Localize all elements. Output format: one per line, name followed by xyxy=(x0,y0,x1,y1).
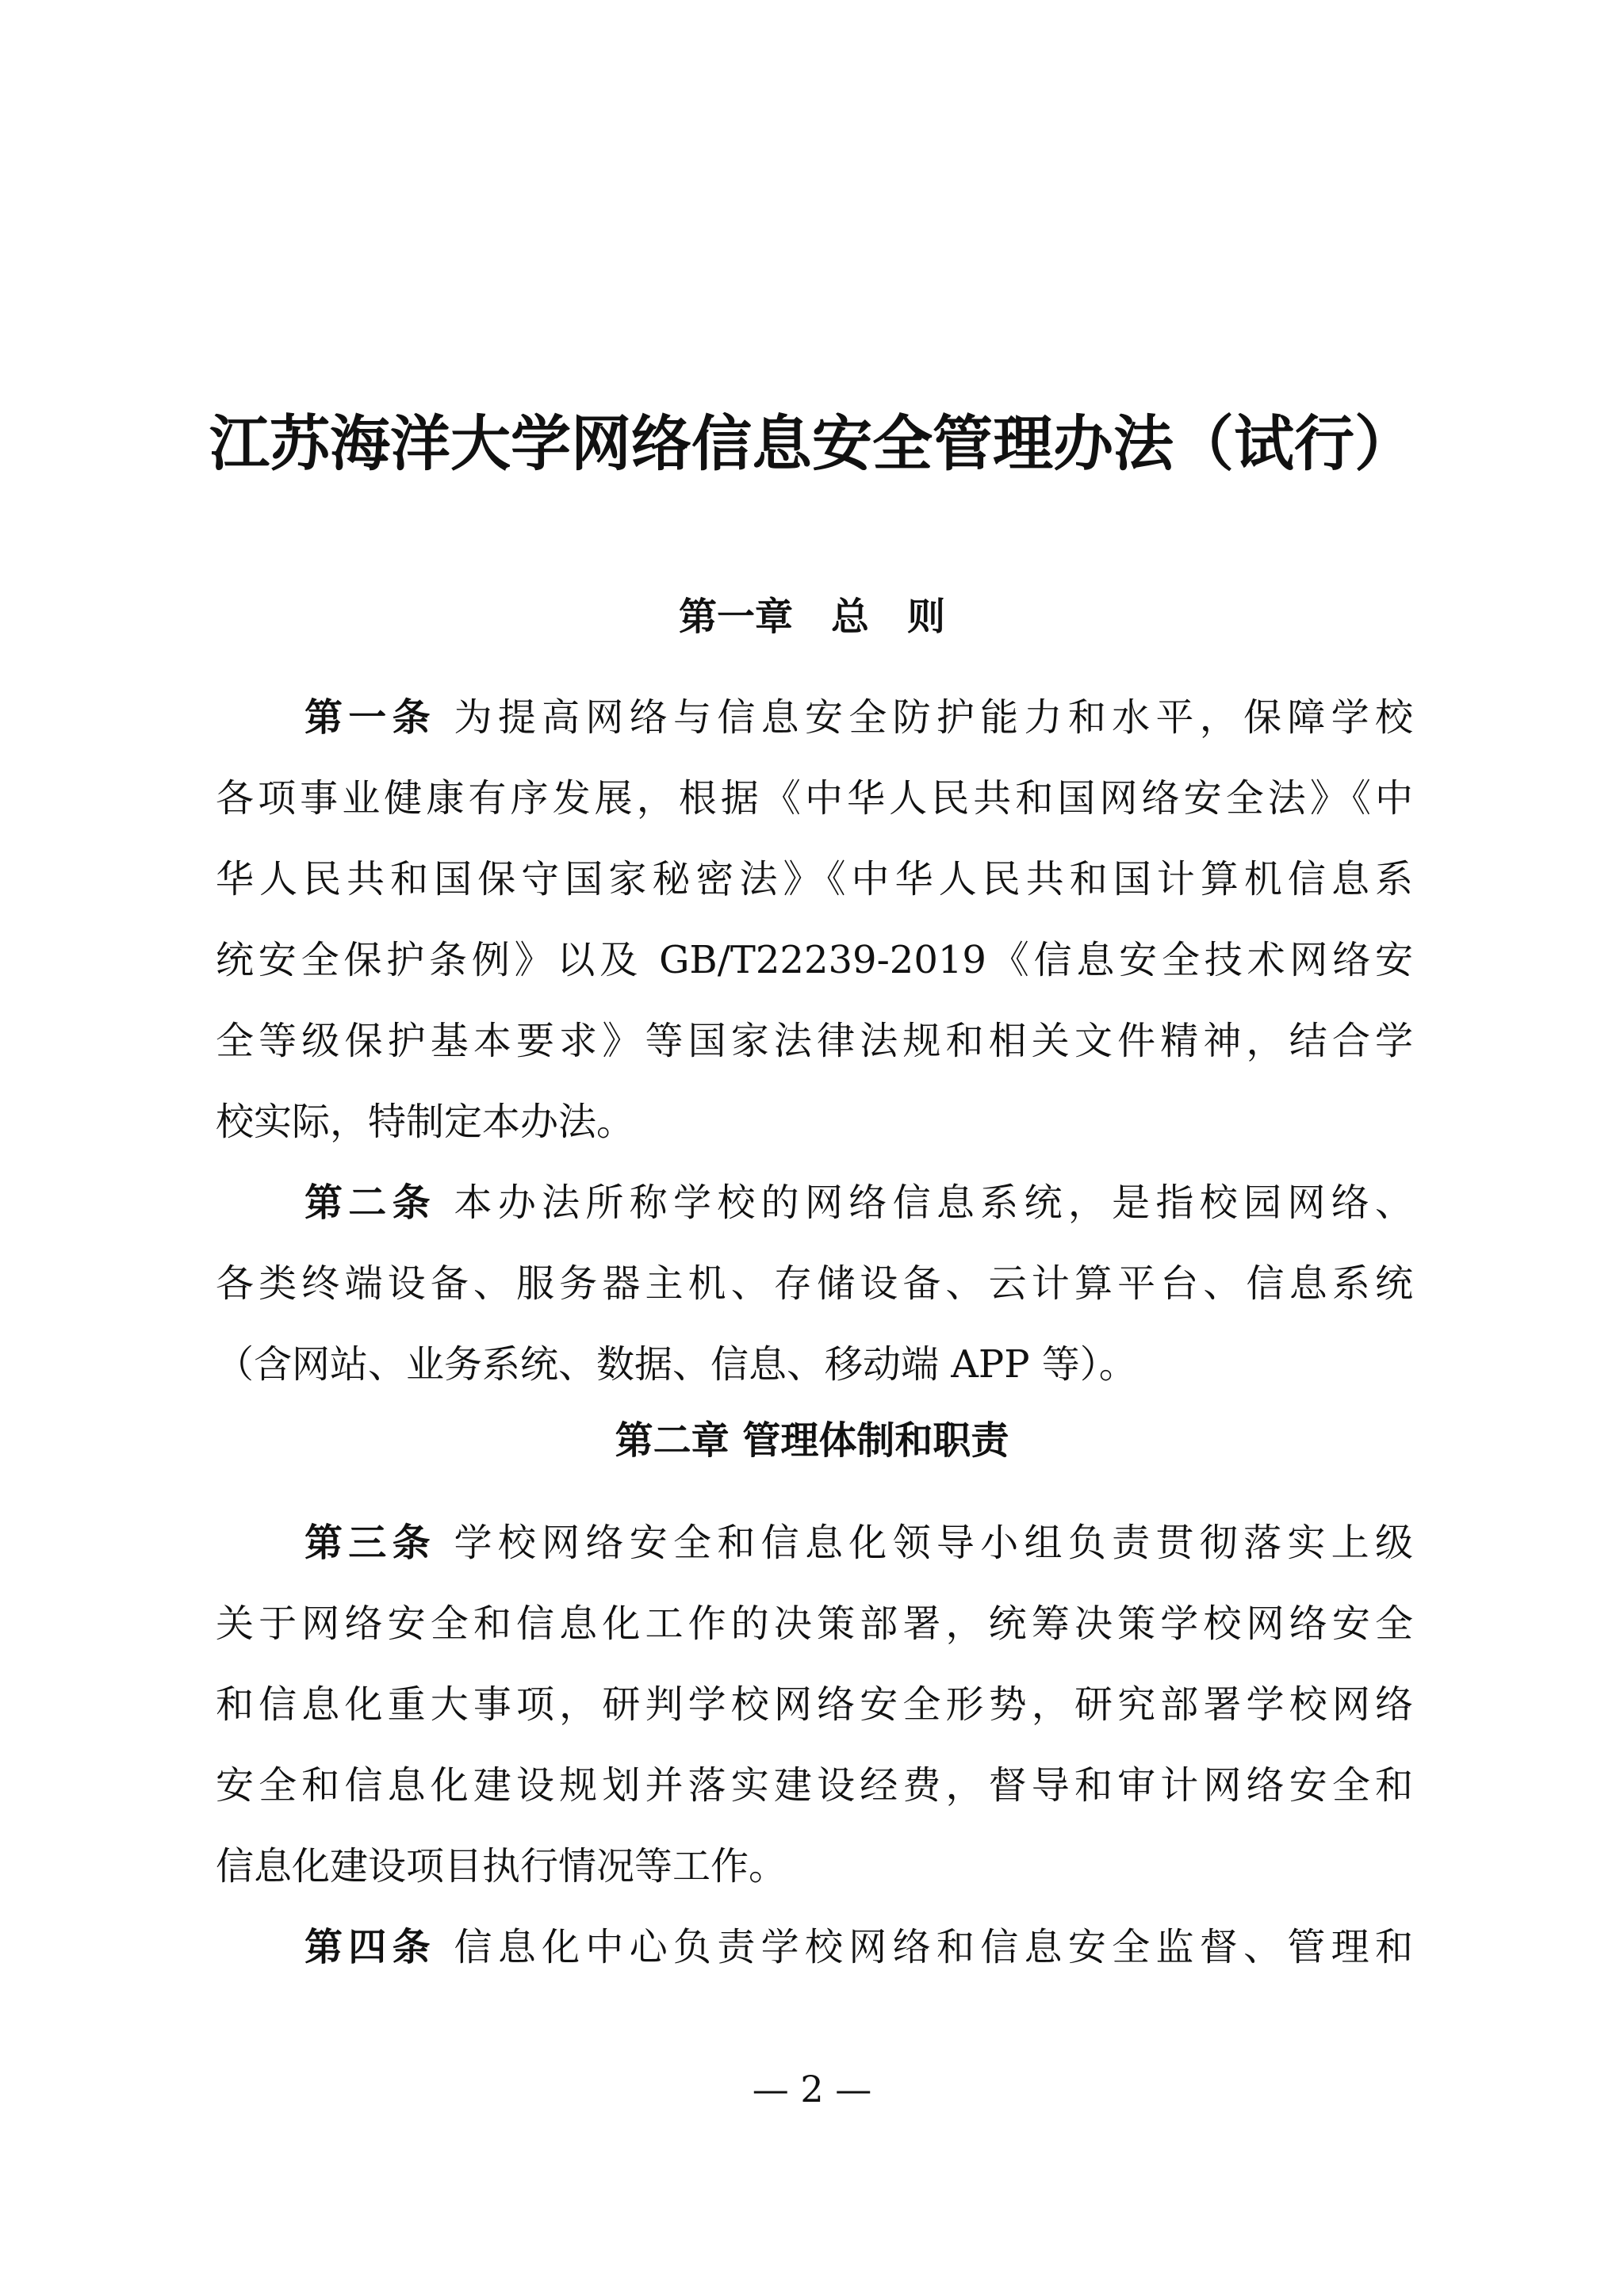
article-label: 第四条 xyxy=(304,1925,436,1969)
article-2 xyxy=(216,1162,1413,1405)
paragraph-line: 关于网络安全和信息化工作的决策部署，统筹决策学校网络安全 xyxy=(216,1601,1413,1646)
article-4 xyxy=(216,1907,1413,1988)
paragraph-line: 统安全保护条例》以及 GB/T22239-2019《信息安全技术网络安 xyxy=(216,938,1413,982)
paragraph-line: 安全和信息化建设规划并落实建设经费，督导和审计网络安全和 xyxy=(216,1763,1413,1808)
article-3 xyxy=(216,1502,1413,1907)
paragraph-line: （含网站、业务系统、数据、信息、移动端 APP 等）。 xyxy=(216,1342,1137,1387)
article-label: 第一条 xyxy=(304,695,436,740)
article-label: 第二条 xyxy=(304,1181,436,1225)
article-1 xyxy=(216,677,1413,1162)
paragraph-line xyxy=(216,677,1413,758)
chapter-heading-1: 第一章 总 则 xyxy=(678,595,945,639)
paragraph-line xyxy=(216,1502,1413,1583)
paragraph-text: 信息化中心负责学校网络和信息安全监督、管理和 xyxy=(435,1925,1413,1969)
paragraph-line xyxy=(216,1162,1413,1243)
paragraph-line: 各类终端设备、服务器主机、存储设备、云计算平台、信息系统 xyxy=(216,1261,1413,1306)
chapter-heading-2: 第二章 管理体制和职责 xyxy=(615,1418,1009,1463)
paragraph-line: 校实际，特制定本办法。 xyxy=(216,1100,635,1144)
paragraph-line: 华人民共和国保守国家秘密法》《中华人民共和国计算机信息系 xyxy=(216,857,1413,901)
page-number: — 2 — xyxy=(752,2068,872,2110)
document-title: 江苏海洋大学网络信息安全管理办法（试行） xyxy=(209,408,1415,479)
paragraph-text: 为提高网络与信息安全防护能力和水平，保障学校 xyxy=(435,695,1413,740)
paragraph-line xyxy=(216,1907,1413,1988)
article-label: 第三条 xyxy=(304,1521,436,1565)
paragraph-line: 各项事业健康有序发展，根据《中华人民共和国网络安全法》《中 xyxy=(216,776,1413,821)
paragraph-line: 全等级保护基本要求》等国家法律法规和相关文件精神，结合学 xyxy=(216,1019,1413,1063)
paragraph-line: 和信息化重大事项，研判学校网络安全形势，研究部署学校网络 xyxy=(216,1682,1413,1727)
paragraph-line: 信息化建设项目执行情况等工作。 xyxy=(216,1844,787,1888)
paragraph-text: 学校网络安全和信息化领导小组负责贯彻落实上级 xyxy=(435,1521,1413,1565)
paragraph-text: 本办法所称学校的网络信息系统，是指校园网络、 xyxy=(435,1181,1413,1225)
